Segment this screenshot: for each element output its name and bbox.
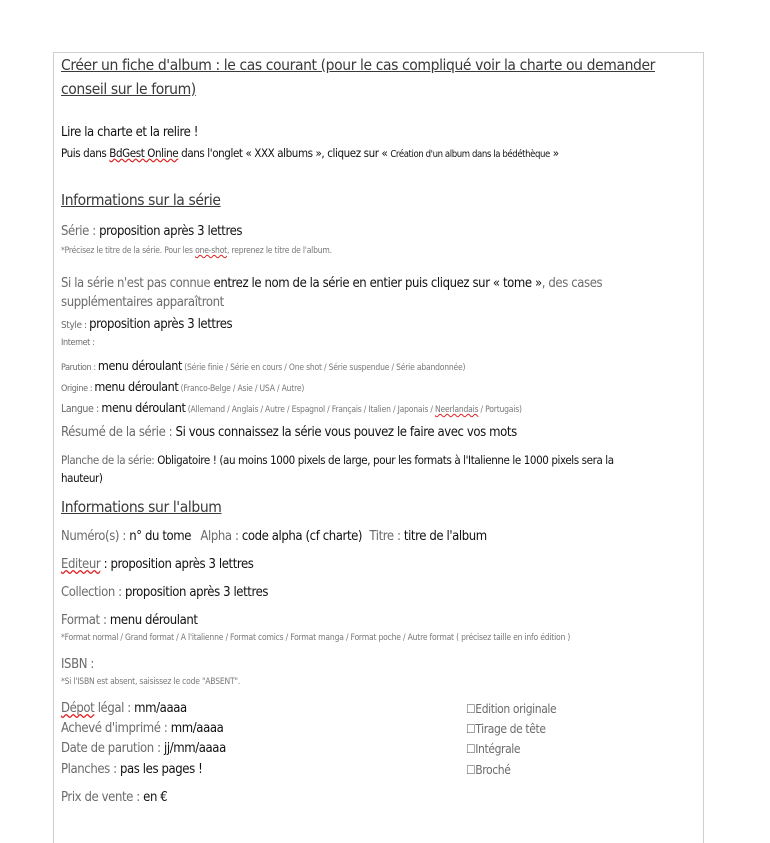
serie-heading: Informations sur la série (61, 191, 221, 209)
creation-album-link[interactable]: Création d'un album dans la bédéthèque (390, 149, 550, 160)
checkbox-broche[interactable]: ☐Broché (466, 763, 511, 777)
bdgest-online-link[interactable]: BdGest Online (109, 146, 179, 160)
document-title-line-2: conseil sur le forum) (61, 80, 196, 98)
format-field: Format : menu déroulant (61, 613, 198, 628)
internet-field: Internet : (61, 338, 95, 348)
style-field: Style : proposition après 3 lettres (61, 317, 233, 332)
planche-field-line-2: hauteur) (61, 471, 103, 485)
planches-field: Planches : pas les pages ! (61, 762, 203, 777)
checkbox-edition-originale[interactable]: ☐Edition originale (466, 702, 557, 716)
date-parution-field: Date de parution : jj/mm/aaaa (61, 741, 226, 756)
numero-alpha-titre-field: Numéro(s) : n° du tome Alpha : code alpha (cf charte) Titre : titre de l'album (61, 529, 487, 544)
resume-field: Résumé de la série : Si vous connaissez la série vous pouvez le faire avec vos mots (61, 425, 517, 440)
serie-field: Série : proposition après 3 lettres (61, 224, 243, 239)
checkbox-integrale[interactable]: ☐Intégrale (466, 742, 521, 756)
langue-field: Langue : menu déroulant (Allemand / Anglais / Autre / Espagnol / Français / Italien / Japonais / Neerlandais / Portugais) (61, 400, 522, 415)
serie-unknown-line-1: Si la série n'est pas connue entrez le nom de la série en entier puis cliquez sur « tome », des cases (61, 276, 603, 291)
serie-unknown-line-2: supplémentaires apparaîtront (61, 295, 224, 310)
serie-note: *Précisez le titre de la série. Pour les one-shot, reprenez le titre de l'album. (61, 246, 332, 256)
format-options-note: *Format normal / Grand format / A l'italienne / Format comics / Format manga / Format poche / Autre format ( précisez taille en info édition ) (61, 633, 571, 643)
collection-field: Collection : proposition après 3 lettres (61, 585, 269, 600)
intro-line-2: Puis dans BdGest Online dans l'onglet « XXX albums », cliquez sur « Création d'un album dans la bédéthèque » (61, 146, 559, 160)
intro-line-1: Lire la charte et la relire ! (61, 125, 198, 140)
depot-legal-field: Dépot légal : mm/aaaa (61, 701, 187, 716)
album-heading: Informations sur l'album (61, 498, 222, 516)
planche-field: Planche de la série: Obligatoire ! (au moins 1000 pixels de large, pour les formats à l'Italienne le 1000 pixels sera la (61, 453, 614, 467)
checkbox-tirage-de-tete[interactable]: ☐Tirage de tête (466, 722, 546, 736)
document-title-line-1: Créer un fiche d'album : le cas courant (pour le cas compliqué voir la charte ou demander (61, 56, 656, 74)
prix-vente-field: Prix de vente : en € (61, 790, 168, 805)
isbn-note: *Si l'ISBN est absent, saisissez le code "ABSENT". (61, 677, 241, 687)
origine-field: Origine : menu déroulant (Franco-Belge / Asie / USA / Autre) (61, 379, 305, 394)
acheve-imprime-field: Achevé d'imprimé : mm/aaaa (61, 721, 224, 736)
parution-field: Parution : menu déroulant (Série finie / Série en cours / One shot / Série suspendue / Série abandonnée) (61, 358, 466, 373)
editeur-field: Editeur : proposition après 3 lettres (61, 557, 254, 572)
isbn-field: ISBN : (61, 657, 94, 672)
